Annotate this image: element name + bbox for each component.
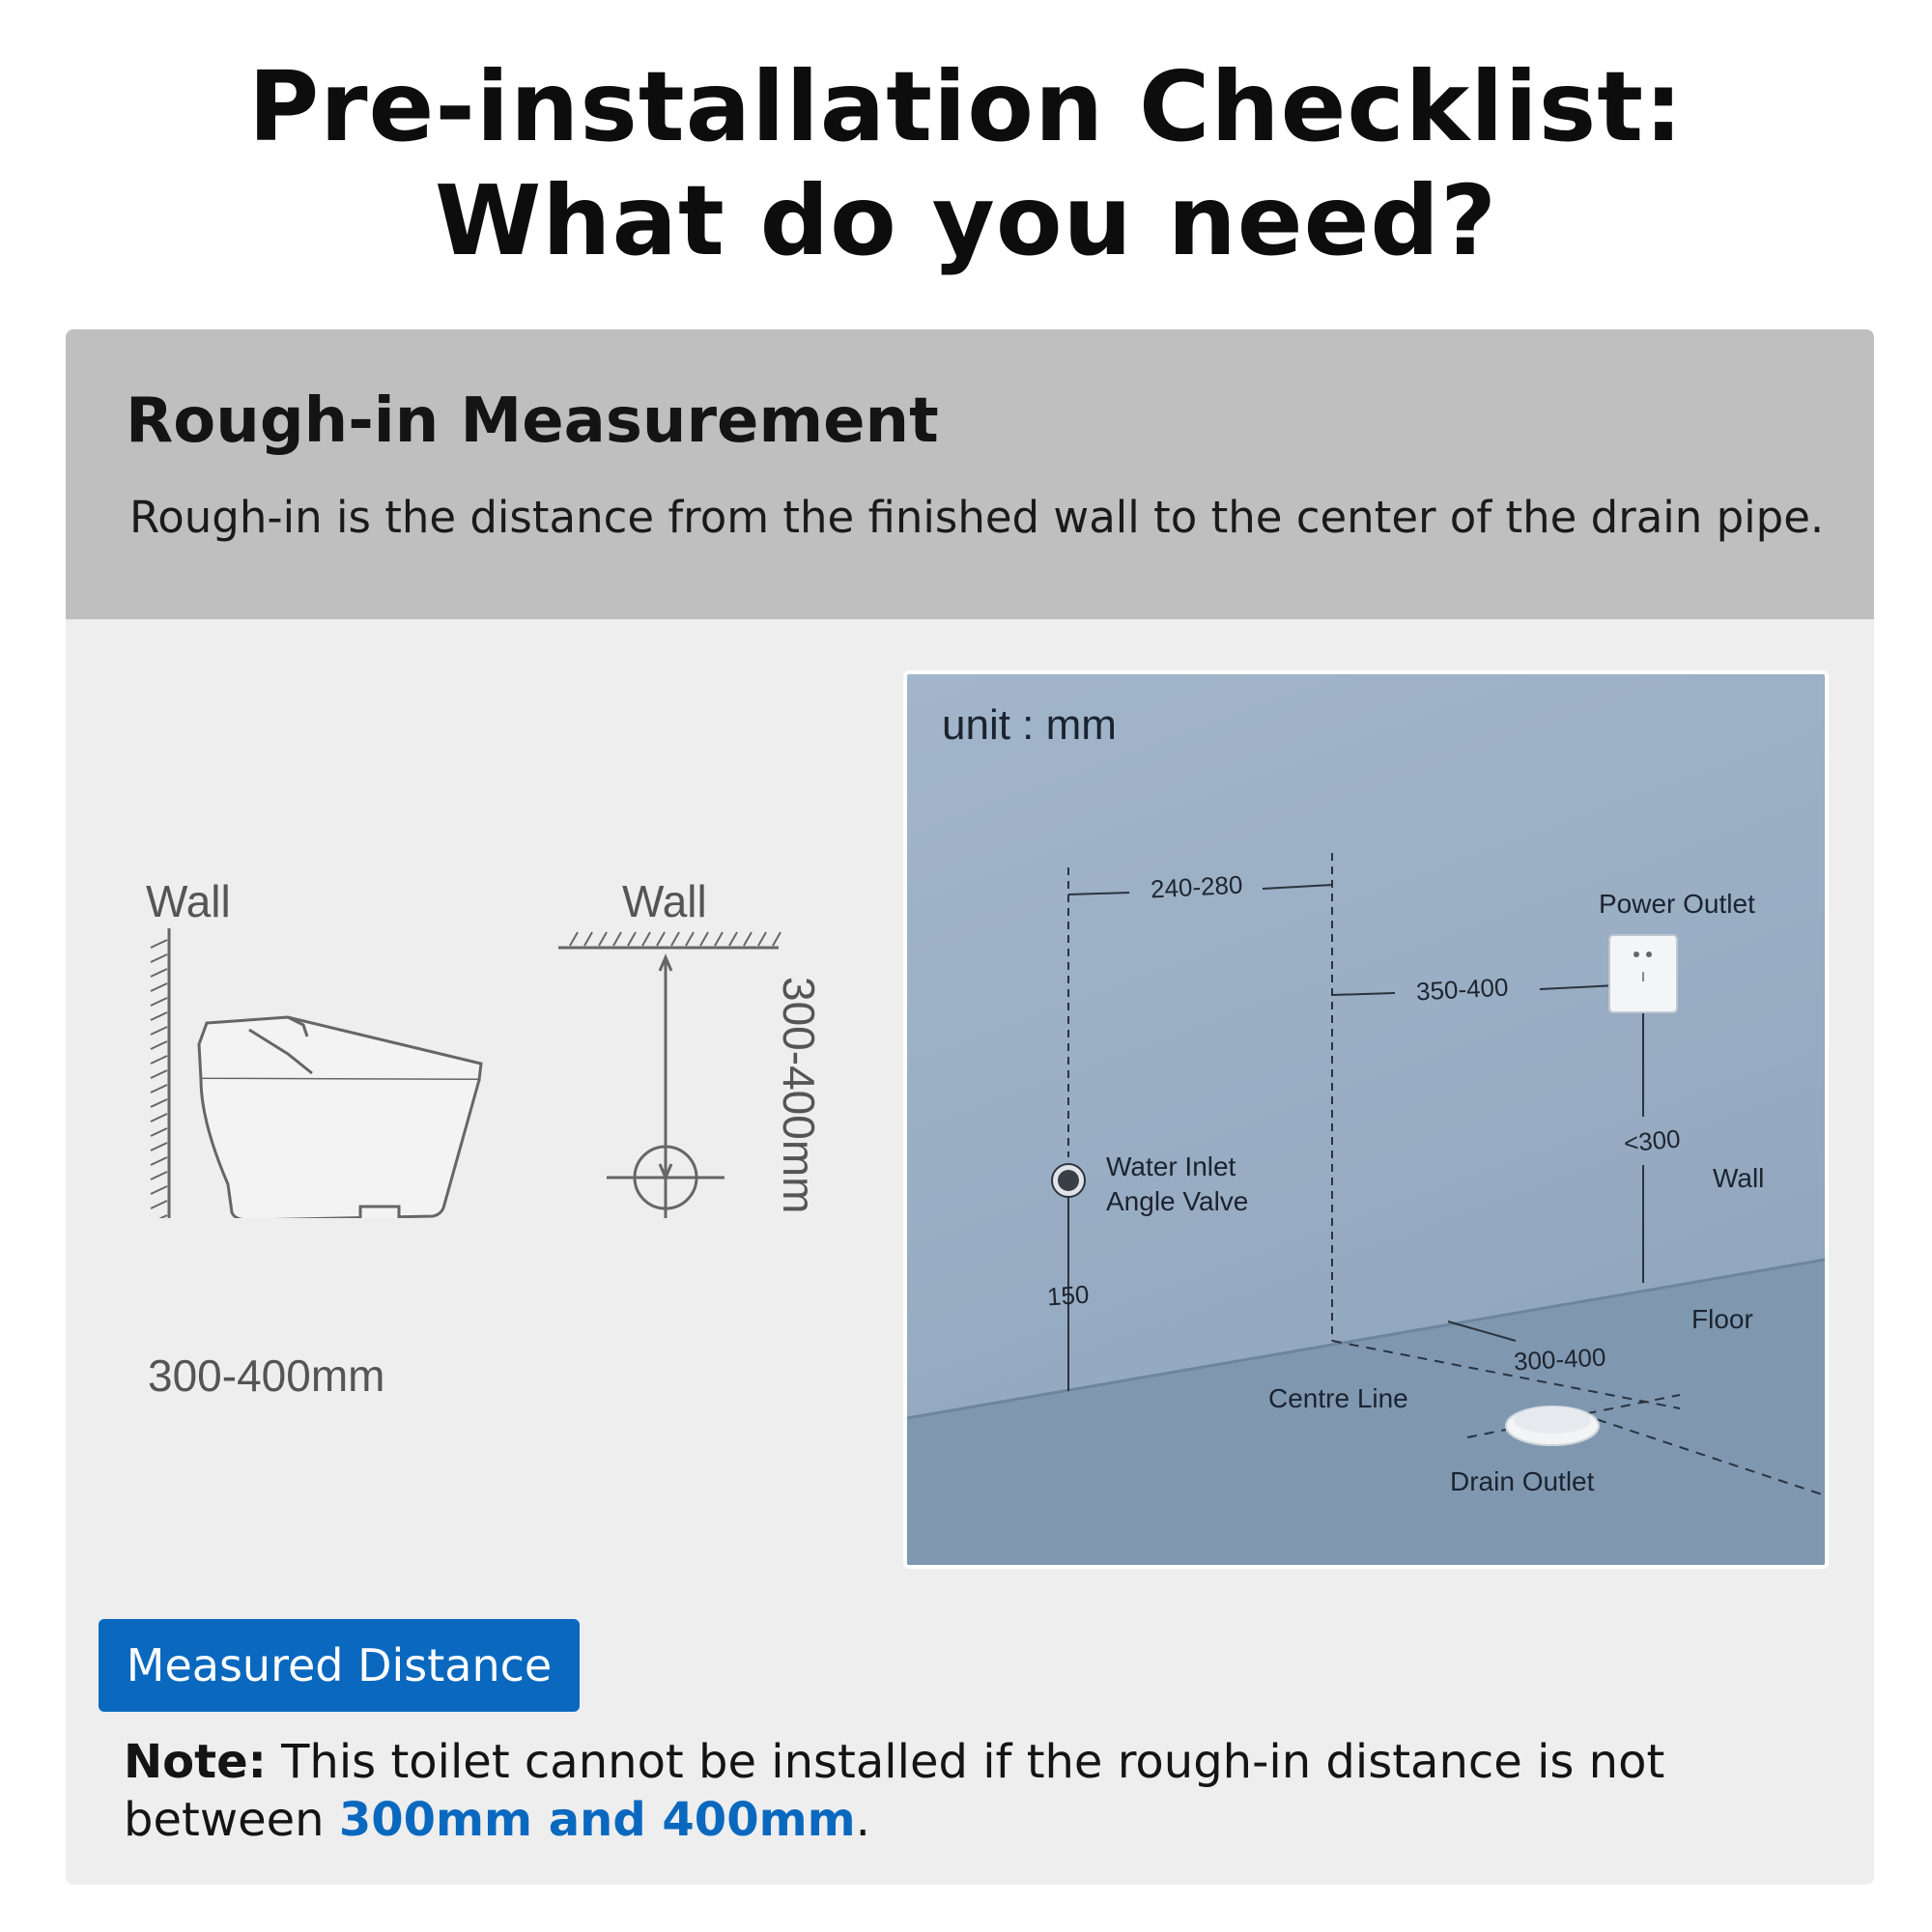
note-text: This toilet cannot be installed if the rough-in distance is not between (124, 1735, 1665, 1847)
note-range-highlight: 300mm and 400mm (338, 1793, 856, 1847)
unit-label: unit : mm (942, 701, 1117, 749)
side-view-wall-label: Wall (146, 876, 231, 926)
dim-outlet-height: <300 (1622, 1123, 1682, 1158)
installation-note (124, 1733, 1824, 1849)
photo-illustration (907, 674, 1825, 1565)
wall-label: Wall (1713, 1163, 1765, 1193)
water-inlet-label-1: Water Inlet (1106, 1151, 1236, 1181)
top-view-diagram (549, 619, 867, 1222)
note-label: Note: (124, 1735, 267, 1789)
power-outlet-label: Power Outlet (1599, 889, 1755, 919)
centre-line-label: Centre Line (1268, 1383, 1408, 1413)
dim-centre-to-outlet: 350-400 (1415, 972, 1510, 1007)
installation-photo (903, 670, 1829, 1569)
side-view-diagram (66, 619, 607, 1401)
note-end: . (855, 1793, 870, 1847)
measured-distance-badge: Measured Distance (99, 1619, 580, 1712)
title-line-2: What do you need? (434, 164, 1497, 277)
top-view-dimension: 300-400mm (774, 977, 824, 1214)
title-line-1: Pre-installation Checklist: (247, 50, 1685, 163)
floor-label: Floor (1691, 1304, 1753, 1334)
section-title: Rough-in Measurement (126, 385, 939, 457)
panel-header (66, 329, 1874, 619)
dim-drain: 300-400 (1513, 1342, 1607, 1377)
page-title (0, 50, 1932, 278)
drain-outlet-label: Drain Outlet (1450, 1466, 1595, 1496)
side-view-dimension: 300-400mm (148, 1350, 385, 1401)
dim-inlet-to-centre: 240-280 (1150, 869, 1244, 904)
dim-inlet-height: 150 (1045, 1279, 1091, 1312)
top-view-wall-label: Wall (622, 876, 707, 926)
section-description: Rough-in is the distance from the finished wall to the center of the drain pipe. (129, 492, 1825, 543)
water-inlet-label-2: Angle Valve (1106, 1186, 1249, 1216)
